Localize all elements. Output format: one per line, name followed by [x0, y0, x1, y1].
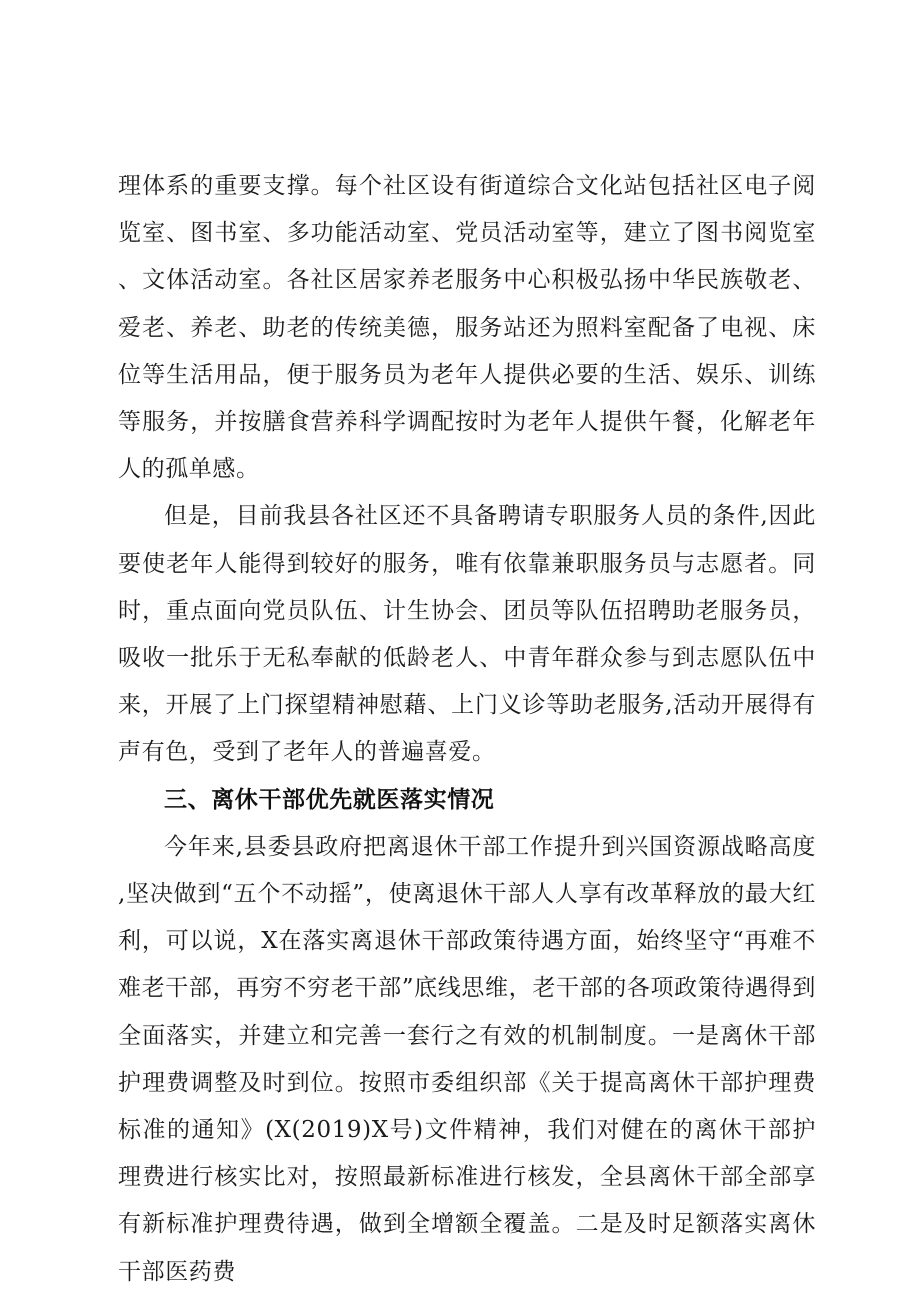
section-heading: 三、离休干部优先就医落实情况 [164, 786, 495, 813]
paragraph-community-facilities: 理体系的重要支撑。每个社区设有街道综合文化站包括社区电子阅览室、图书室、多功能活动室、党员活动室等，建立了图书阅览室、文体活动室。各社区居家养老服务中心积极弘扬中华民族敬老、爱老、养老、助老的传统美德，服务站还为照料室配备了电视、床位等生活用品，便于服务员为老年人提供必要的生活、娱乐、训练等服务，并按膳食营养科学调配按时为老年人提供午餐，化解老年人的孤单感。 [118, 173, 816, 483]
paragraph-retired-cadres-policy: 今年来,县委县政府把离退休干部工作提升到兴国资源战略高度,坚决做到“五个不动摇”，使离退休干部人人享有改革释放的最大红利，可以说，X在落实离退休干部政策待遇方面，始终坚守“再难不难老干部，再穷不穷老干部”底线思维，老干部的各项政策待遇得到全面落实，并建立和完善一套行之有效的机制制度。一是离休干部护理费调整及时到位。按照市委组织部《关于提高离休干部护理费标准的通知》(X(2019)X号)文件精神，我们对健在的离休干部护理费进行核实比对，按照最新标准进行核发，全县离休干部全部享有新标准护理费待遇，做到全增额全覆盖。二是及时足额落实离休干部医药费 [118, 833, 816, 1285]
paragraph-volunteer-services: 但是，目前我县各社区还不具备聘请专职服务人员的条件,因此要使老年人能得到较好的服务，唯有依靠兼职服务员与志愿者。同时，重点面向党员队伍、计生协会、团员等队伍招聘助老服务员，吸收一批乐于无私奉献的低龄老人、中青年群众参与到志愿队伍中来，开展了上门探望精神慰藉、上门义诊等助老服务,活动开展得有声有色，受到了老年人的普遍喜爱。 [118, 503, 816, 766]
document-body [118, 163, 816, 1296]
